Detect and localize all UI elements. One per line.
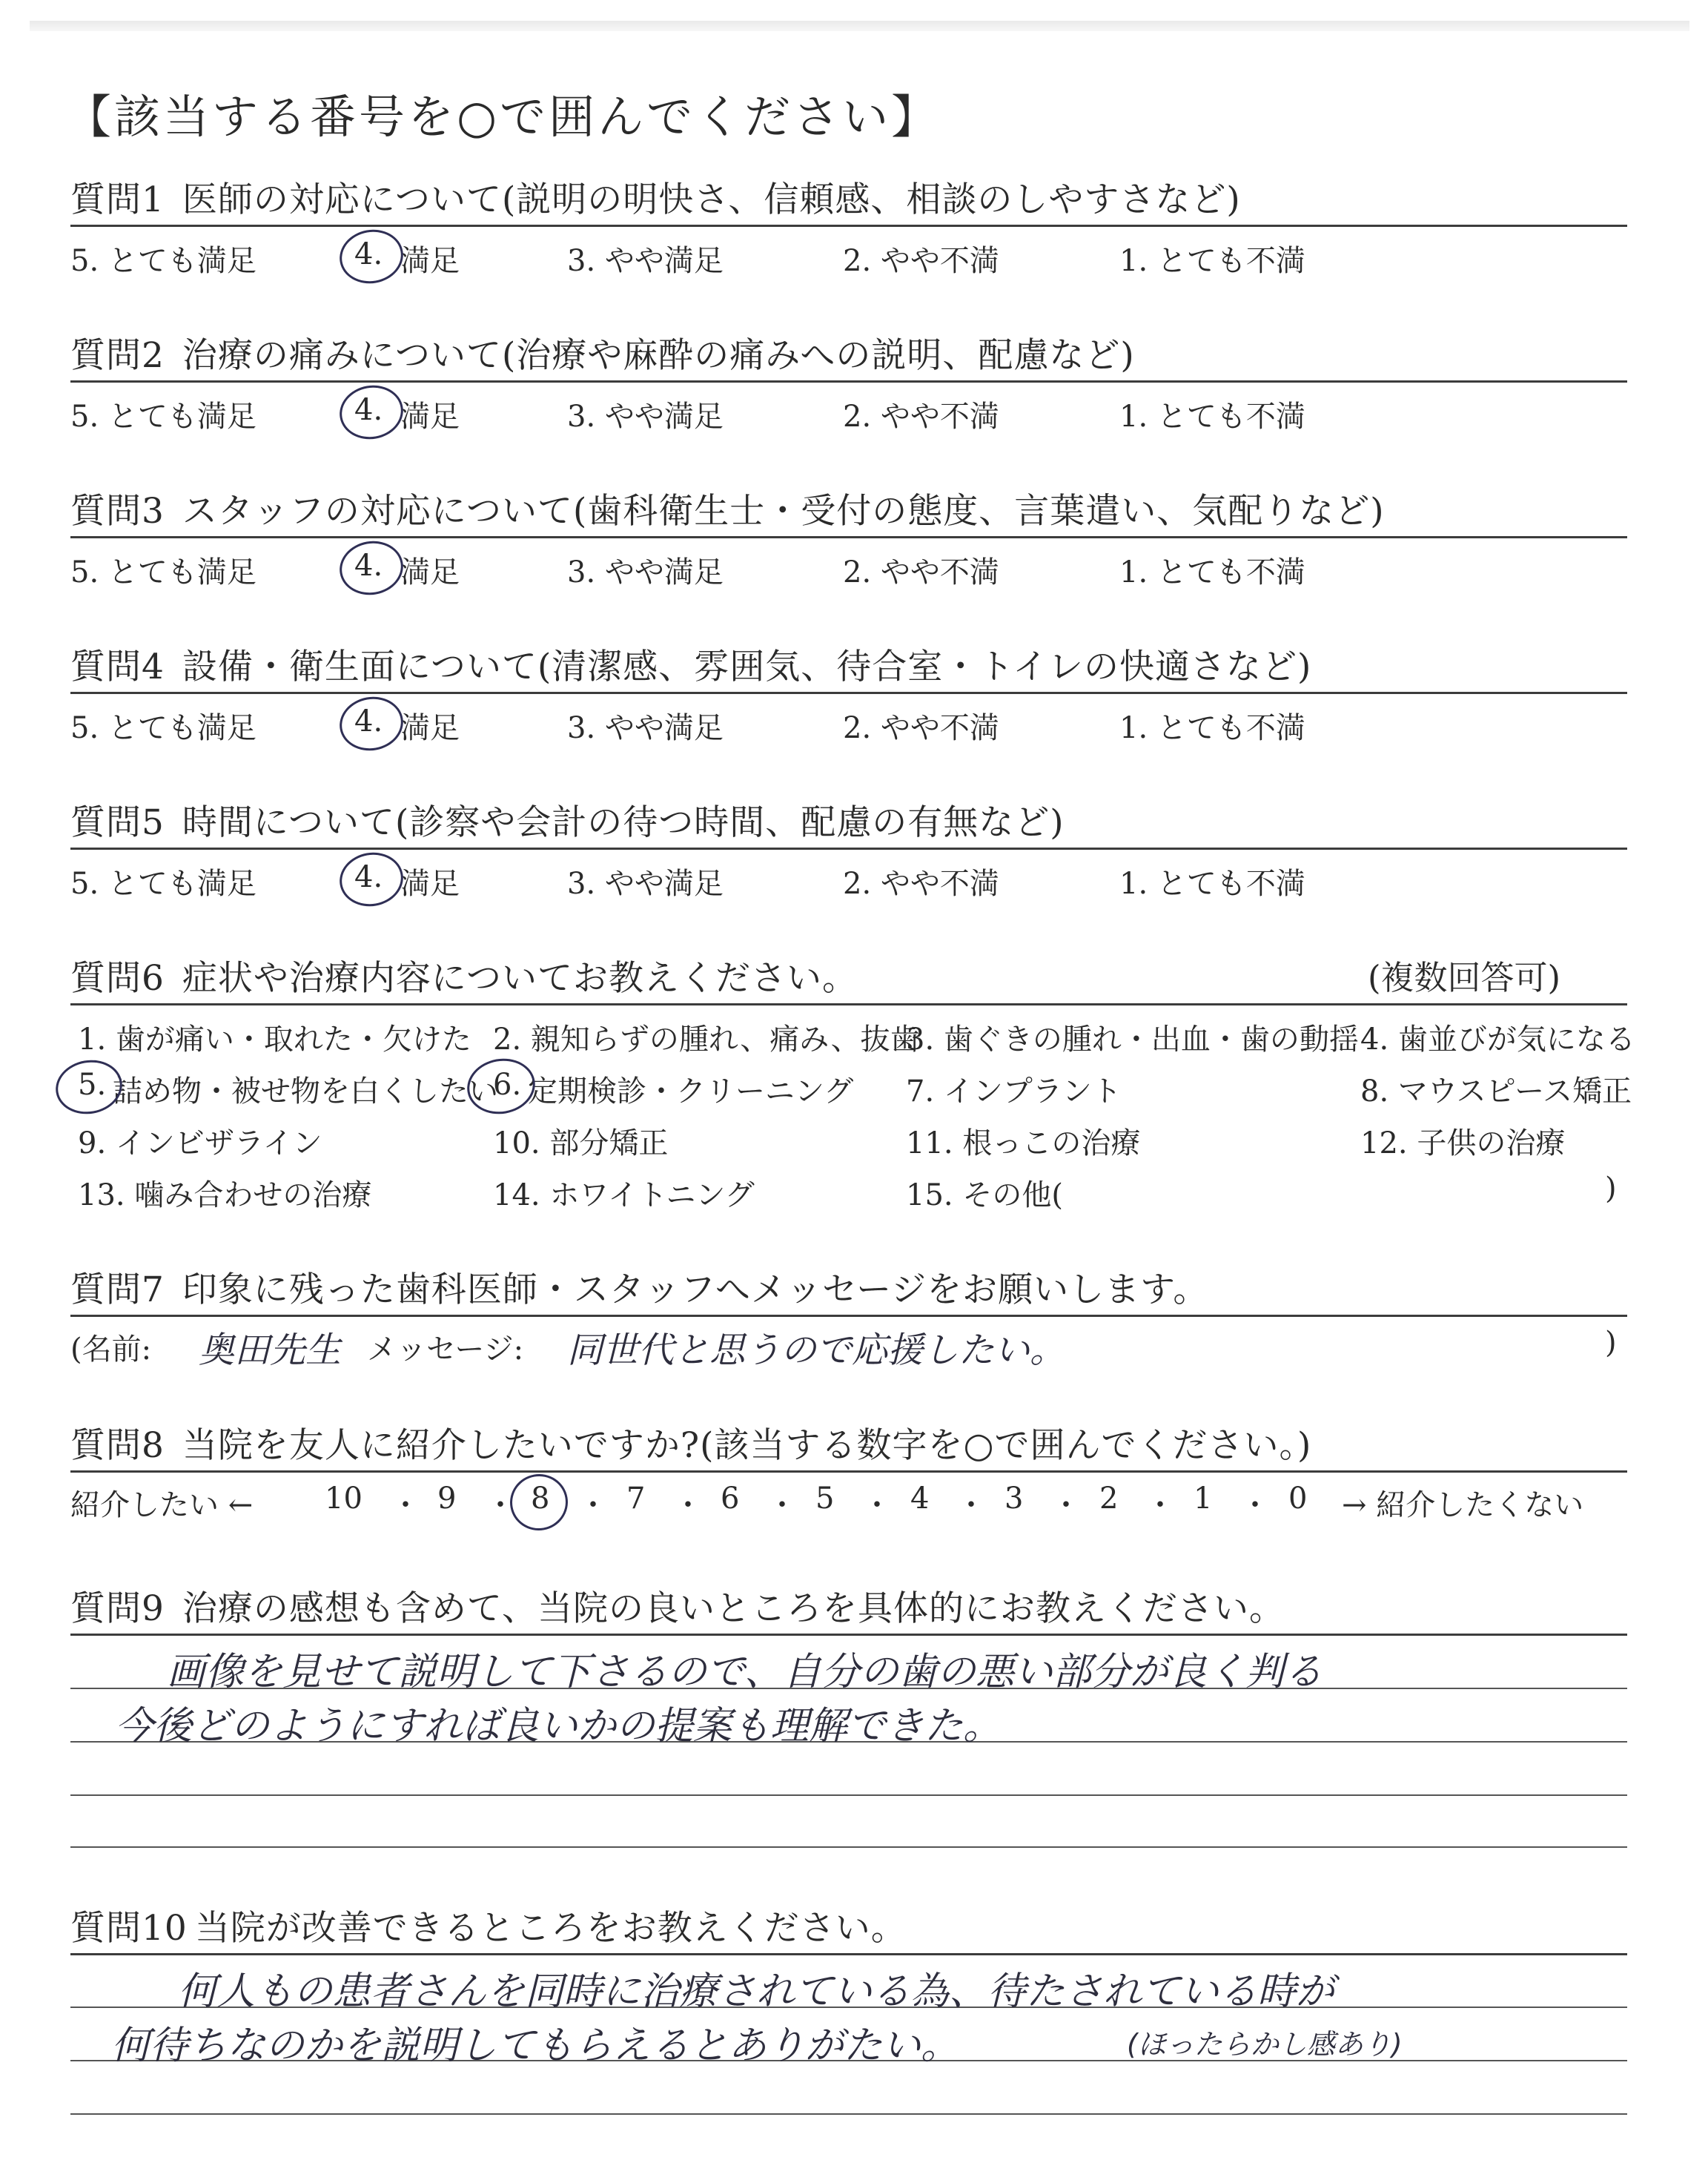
message-label: メッセージ: (367, 1332, 524, 1367)
question-text: 治療の痛みについて(治療や麻酔の痛みへの説明、配慮など) (182, 335, 1135, 376)
option-2[interactable]: 2. やや不満 (843, 555, 999, 589)
question-text: 治療の感想も含めて、当院の良いところを具体的にお教えください。 (182, 1588, 1285, 1629)
question-number: 質問7 (70, 1269, 165, 1310)
scale-10[interactable]: 10 (325, 1482, 363, 1516)
question-5 (70, 795, 1065, 845)
scale-2[interactable]: 2 (1099, 1482, 1119, 1516)
symptom-option-6-number[interactable]: 6. (493, 1068, 522, 1102)
option-2[interactable]: 2. やや不満 (843, 400, 999, 434)
divider (70, 1953, 1627, 1955)
symptom-option-3[interactable]: 3. 歯ぐきの腫れ・出血・歯の動揺 (906, 1023, 1359, 1057)
divider (70, 692, 1627, 694)
divider (70, 848, 1627, 850)
option-4-label[interactable]: 満足 (400, 244, 460, 278)
option-5[interactable]: 5. とても満足 (70, 244, 256, 278)
option-5[interactable]: 5. とても満足 (70, 867, 256, 901)
scale-9[interactable]: 9 (437, 1482, 457, 1516)
selection-circle (335, 536, 407, 600)
option-1[interactable]: 1. とても不満 (1119, 867, 1305, 901)
question-text: スタッフの対応について(歯科衛生士・受付の態度、言葉遣い、気配りなど) (182, 491, 1385, 532)
handwritten-answer-line[interactable]: 今後どのようにすれば良いかの提案も理解できた。 (115, 1704, 1002, 1748)
symptom-option-6-label[interactable]: 定期検診・クリーニング (528, 1074, 854, 1109)
option-3[interactable]: 3. やや満足 (567, 711, 724, 745)
scale-separator: ・ (1240, 1488, 1270, 1522)
question-number: 質問5 (70, 802, 165, 843)
symptom-option-10[interactable]: 10. 部分矯正 (493, 1126, 669, 1160)
message-close-paren: ) (1605, 1326, 1617, 1360)
option-4-number[interactable]: 4. (354, 704, 383, 739)
scale-left-label: 紹介したい ← (70, 1488, 254, 1522)
scale-separator: ・ (862, 1488, 892, 1522)
question-3 (70, 483, 1385, 533)
option-4-number[interactable]: 4. (354, 393, 383, 427)
answer-line (70, 2113, 1627, 2115)
question-4 (70, 639, 1311, 689)
symptom-option-1[interactable]: 1. 歯が痛い・取れた・欠けた (78, 1023, 471, 1057)
question-text: 時間について(診察や会計の待つ時間、配慮の有無など) (182, 802, 1065, 843)
scale-separator: ・ (767, 1488, 797, 1522)
question-text: 医師の対応について(説明の明快さ、信頼感、相談のしやすさなど) (182, 179, 1241, 220)
scale-separator: ・ (1145, 1488, 1175, 1522)
question-6 (70, 951, 858, 1000)
scale-separator: ・ (578, 1488, 608, 1522)
selection-circle (335, 692, 407, 756)
question-text: 当院を友人に紹介したいですか?(該当する数字を○で囲んでください。) (182, 1425, 1312, 1466)
scale-separator: ・ (956, 1488, 986, 1522)
selection-circle (335, 225, 407, 288)
selection-circle (506, 1470, 572, 1535)
option-3[interactable]: 3. やや満足 (567, 867, 724, 901)
option-4-number[interactable]: 4. (354, 237, 383, 271)
divider (70, 225, 1627, 227)
question-number: 質問1 (70, 179, 165, 220)
divider (70, 1634, 1627, 1636)
scale-5[interactable]: 5 (815, 1482, 835, 1516)
symptom-option-14[interactable]: 14. ホワイトニング (493, 1178, 755, 1212)
scale-separator: ・ (486, 1488, 515, 1522)
scale-separator: ・ (391, 1488, 420, 1522)
option-5[interactable]: 5. とても満足 (70, 400, 256, 434)
handwritten-answer-line[interactable]: 何人もの患者さんを同時に治療されている為、待たされている時が (178, 1969, 1335, 2014)
question-number: 質問4 (70, 647, 165, 687)
question-10 (70, 1900, 907, 1950)
option-4-number[interactable]: 4. (354, 860, 383, 894)
option-2[interactable]: 2. やや不満 (843, 244, 999, 278)
option-3[interactable]: 3. やや満足 (567, 555, 724, 589)
question-9 (70, 1581, 1285, 1631)
question-text: 印象に残った歯科医師・スタッフへメッセージをお願いします。 (182, 1269, 1209, 1310)
question-8 (70, 1418, 1311, 1467)
multiple-answer-note: (複数回答可) (1368, 958, 1561, 997)
symptom-option-8[interactable]: 8. マウスピース矯正 (1360, 1074, 1632, 1109)
option-1[interactable]: 1. とても不満 (1119, 244, 1305, 278)
divider (70, 536, 1627, 538)
scale-4[interactable]: 4 (910, 1482, 930, 1516)
question-number: 質問9 (70, 1588, 165, 1629)
option-4-label[interactable]: 満足 (400, 400, 460, 434)
handwritten-name[interactable]: 奥田先生 (199, 1330, 342, 1371)
question-2 (70, 328, 1135, 377)
option-3[interactable]: 3. やや満足 (567, 400, 724, 434)
other-close-paren: ) (1605, 1172, 1617, 1206)
page-title: 【該当する番号を○で囲んでください】 (65, 90, 941, 144)
symptom-option-4[interactable]: 4. 歯並びが気になる (1360, 1023, 1635, 1057)
divider (70, 1315, 1627, 1317)
handwritten-answer-line[interactable]: 画像を見せて説明して下さるので、自分の歯の悪い部分が良く判る (167, 1650, 1323, 1694)
symptom-option-15[interactable]: 15. その他( (906, 1178, 1063, 1212)
answer-line (70, 1846, 1627, 1848)
symptom-option-9[interactable]: 9. インビザライン (78, 1126, 322, 1160)
divider (70, 380, 1627, 383)
question-text: 症状や治療内容についてお教えください。 (182, 958, 858, 999)
selection-circle (335, 848, 407, 911)
scale-3[interactable]: 3 (1004, 1482, 1024, 1516)
divider (70, 1003, 1627, 1005)
name-label: (名前: (70, 1332, 152, 1367)
option-4-number[interactable]: 4. (354, 549, 383, 583)
question-number: 質問8 (70, 1425, 165, 1466)
scale-1[interactable]: 1 (1194, 1482, 1213, 1516)
scale-6[interactable]: 6 (721, 1482, 740, 1516)
selection-circle (335, 380, 407, 444)
option-4-label[interactable]: 満足 (400, 711, 460, 745)
option-4-label[interactable]: 満足 (400, 867, 460, 901)
divider (70, 1470, 1627, 1473)
scale-7[interactable]: 7 (626, 1482, 646, 1516)
option-2[interactable]: 2. やや不満 (843, 711, 999, 745)
option-5[interactable]: 5. とても満足 (70, 711, 256, 745)
option-3[interactable]: 3. やや満足 (567, 244, 724, 278)
option-2[interactable]: 2. やや不満 (843, 867, 999, 901)
symptom-option-2[interactable]: 2. 親知らずの腫れ、痛み、抜歯 (493, 1023, 920, 1057)
option-1[interactable]: 1. とても不満 (1119, 555, 1305, 589)
scale-separator: ・ (673, 1488, 703, 1522)
symptom-option-13[interactable]: 13. 噛み合わせの治療 (78, 1178, 372, 1212)
question-text: 当院が改善できるところをお教えください。 (194, 1908, 907, 1949)
answer-line (70, 1794, 1627, 1796)
question-number: 質問3 (70, 491, 165, 532)
option-1[interactable]: 1. とても不満 (1119, 400, 1305, 434)
scan-top-edge (30, 21, 1689, 31)
handwritten-message[interactable]: 同世代と思うので応援したい。 (567, 1330, 1066, 1371)
symptom-option-5-label[interactable]: 詰め物・被せ物を白くしたい (113, 1074, 498, 1109)
scale-right-label: → 紹介したくない (1342, 1488, 1584, 1522)
handwritten-answer-line[interactable]: 何待ちなのかを説明してもらえるとありがたい。 (111, 2024, 960, 2068)
scale-0[interactable]: 0 (1288, 1482, 1308, 1516)
symptom-option-7[interactable]: 7. インプラント (906, 1074, 1122, 1109)
option-5[interactable]: 5. とても満足 (70, 555, 256, 589)
scale-separator: ・ (1051, 1488, 1081, 1522)
symptom-option-5-number[interactable]: 5. (78, 1068, 107, 1102)
question-number: 質問10 (70, 1908, 188, 1949)
question-1 (70, 172, 1241, 222)
symptom-option-11[interactable]: 11. 根っこの治療 (906, 1126, 1141, 1160)
question-number: 質問6 (70, 958, 165, 999)
question-7 (70, 1262, 1208, 1312)
question-number: 質問2 (70, 335, 165, 376)
question-text: 設備・衛生面について(清潔感、雰囲気、待合室・トイレの快適さなど) (182, 647, 1312, 687)
option-4-label[interactable]: 満足 (400, 555, 460, 589)
option-1[interactable]: 1. とても不満 (1119, 711, 1305, 745)
scale-8[interactable]: 8 (531, 1482, 550, 1516)
symptom-option-12[interactable]: 12. 子供の治療 (1360, 1126, 1566, 1160)
handwritten-note[interactable]: (ほったらかし感あり) (1127, 2028, 1403, 2061)
